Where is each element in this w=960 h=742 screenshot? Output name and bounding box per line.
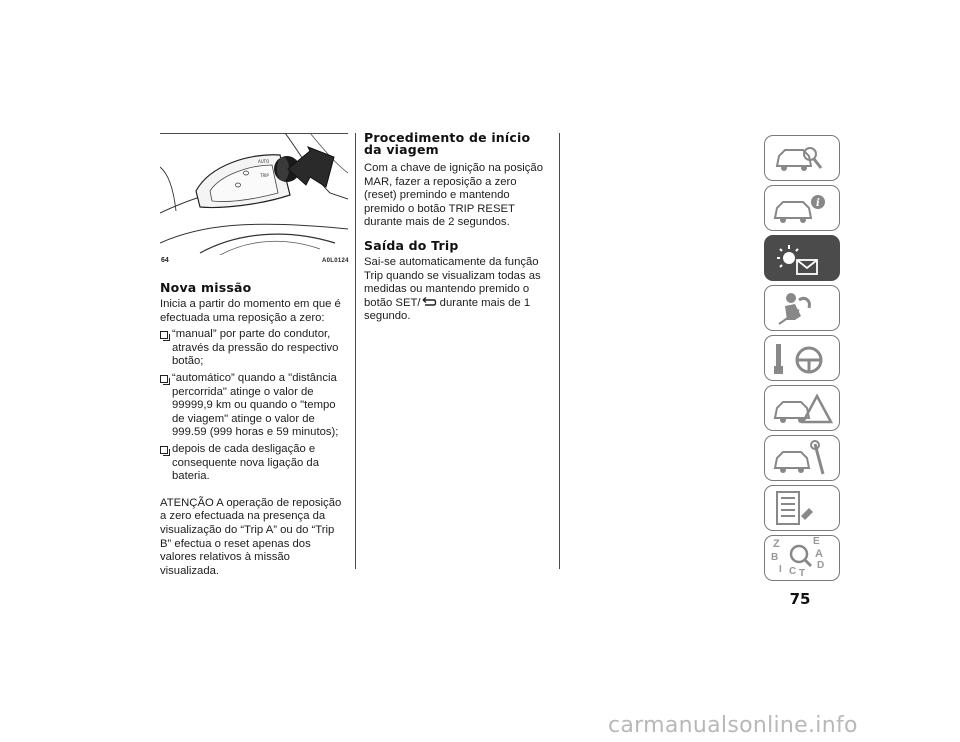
section-body (364, 256, 550, 324)
index-letter: T (799, 568, 806, 579)
figure-number: 64 (161, 257, 169, 264)
car-info-icon (765, 186, 840, 231)
document-list-icon (765, 486, 840, 531)
section-body: Com a chave de ignição na posição MAR, fazer a reposição a zero (reset) premindo e mantendo premido o botão TRIP RESET durante mais de 2 segundos. (364, 162, 543, 229)
checkbox-bullet-icon (160, 375, 168, 383)
page-number: 75 (789, 590, 811, 608)
tab-airbag-seat[interactable] (764, 285, 840, 331)
column-divider-right (559, 133, 560, 569)
svg-text:i: i (816, 198, 820, 209)
section-saida-do-trip (364, 240, 554, 324)
index-letter: A (815, 548, 823, 560)
tab-alphabet-index[interactable] (764, 535, 840, 581)
warning-light-envelope-icon (765, 236, 840, 281)
figure-code: A0L0124 (322, 258, 349, 264)
key-steering-wheel-icon (765, 336, 840, 381)
svg-text:AUTO: AUTO (258, 159, 270, 164)
index-letter: I (779, 564, 782, 575)
section-procedimento (364, 132, 554, 230)
tab-key-steering[interactable] (764, 335, 840, 381)
car-warning-triangle-icon (765, 386, 840, 431)
tab-document-list[interactable] (764, 485, 840, 531)
attention-note: ATENÇÃO A operação de reposição a zero efectuada na presença da visualização do “Trip A” ou do “Trip B” efectua o reset apenas dos valores relativos à missão visualizada. (160, 496, 342, 577)
svg-text:TRIP: TRIP (260, 173, 269, 178)
list-item-text: depois de cada desligação e consequente nova ligação da bateria. (172, 442, 319, 483)
column-divider-left (355, 133, 356, 569)
section-intro: Inicia a partir do momento em que é efectuada uma reposição a zero: (160, 298, 341, 324)
section-title-line1: Procedimento de início (364, 130, 531, 145)
body-text-start: Sai-se automaticamente da função Trip quando se visualizam todas as medidas ou mantendo premido o botão SET/ (364, 256, 541, 309)
list-item-text: “automático” quando a "distância percorrida" atinge o valor de 99999,9 km ou quando o "tempo de viagem" atinge o valor de 999.59 (999 horas e 59 minutos); (172, 371, 339, 439)
section-title-line2: da viagem (364, 142, 439, 157)
tab-car-wrench[interactable] (764, 435, 840, 481)
checkbox-bullet-icon (160, 446, 168, 454)
index-letter: B (771, 552, 779, 563)
watermark: carmanualsonline.info (608, 713, 858, 738)
section-nova-missao (160, 282, 350, 578)
checkbox-bullet-icon (160, 331, 168, 339)
index-letter: D (817, 560, 825, 571)
index-letter: C (789, 566, 797, 577)
list-item (160, 328, 350, 369)
steering-stalk-figure (160, 133, 348, 255)
return-arrow-icon (421, 297, 437, 307)
list-item-text: “manual” por parte do condutor, através da pressão do respectivo botão; (172, 328, 339, 368)
index-letter: Z (773, 538, 780, 550)
car-magnifier-icon (765, 136, 840, 181)
tab-car-info[interactable] (764, 185, 840, 231)
section-title: Nova missão (160, 280, 252, 295)
steering-stalk-illustration (160, 133, 348, 255)
airbag-seat-icon (765, 286, 840, 331)
tab-car-magnifier[interactable] (764, 135, 840, 181)
list-item (160, 372, 350, 440)
tab-car-warning-triangle[interactable] (764, 385, 840, 431)
body-text-end: durante mais de 1 segundo. (364, 296, 531, 323)
index-letter: E (813, 536, 820, 547)
car-wrench-icon (765, 436, 840, 481)
list-item (160, 443, 350, 484)
section-title: Saída do Trip (364, 238, 459, 253)
tab-warning-lights[interactable] (764, 235, 840, 281)
